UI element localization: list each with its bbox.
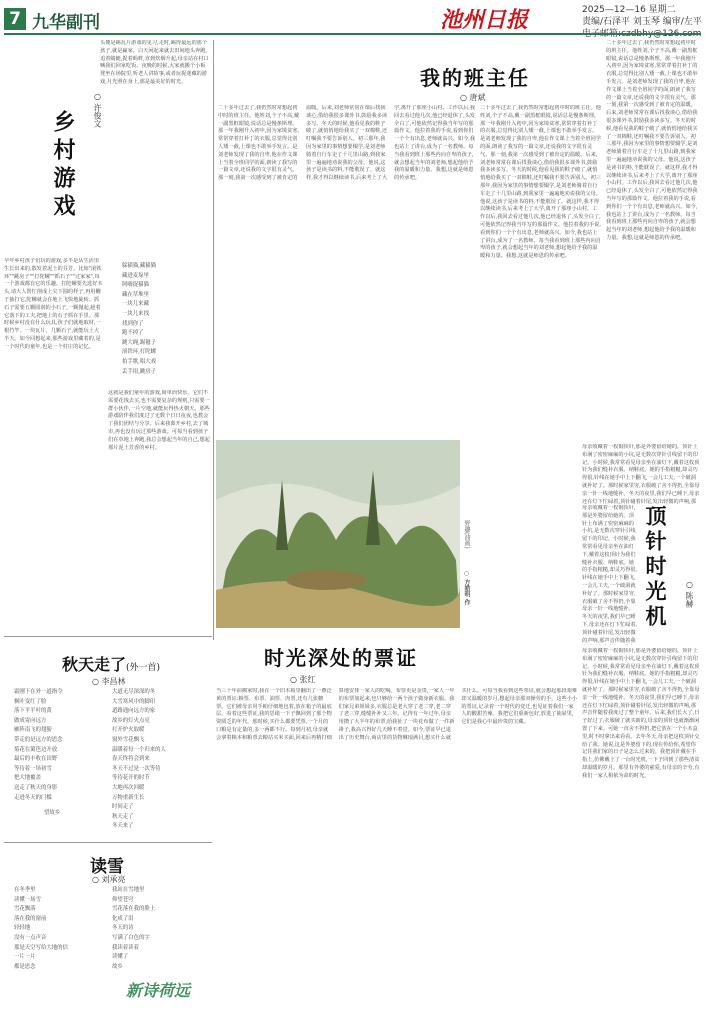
poem-line: 躲猫猫,藏猫猫	[122, 263, 157, 269]
column-logo: 新诗荷远	[126, 981, 191, 1000]
poem-line: 大地再次回暖	[112, 784, 145, 791]
teacher-title: 我的班主任	[420, 66, 530, 90]
poem-line: 轻轻地	[14, 925, 31, 932]
poem-line: 等待花开的时节	[112, 775, 150, 782]
autumn-title	[62, 652, 160, 675]
ticket-body: 当三十年前搬家时,我在一个旧木箱里翻出了一叠泛黄的票证:粮票、布票、油票、肉票,还有几张糖票。它们被母亲用手帕仔细地包着,放在箱子的最底层。看着这些票证,我的思绪一下子飘回到了那个物资匮乏的年代。那时候,买什么都要凭票,一个月的口粮是有定量的,多一两都不行。每到月初,母亲就会拿着粮本和粮票去粮站买米买面,回来后再精打细算地安排一家人的吃喝。布票更是金贵,一家人一年的布票加起来,也只够给一两个孩子做身新衣服。我们家兄弟姐妹多,衣服总是老大穿了老二穿,老二穿了老三穿,缝缝补补又三年。记得有一年过年,母亲用攒了大半年的布票,给我扯了一块花布做了一件新褂子,我高兴得好几天睡不着觉。如今,票证早已退出了历史舞台,商店里的货物琳琅满目,想买什么就买什么。可每当我看到这些票证,就会想起那段艰难却又温暖的岁月,想起母亲那双操劳的手。这些小小的票证,记录着一个时代的变迁,也见证着我们一家人的酸甜苦辣。我把它们重新包好,放进了抽屉里,它们是我心中最珍贵的宝藏。	[216, 688, 578, 741]
poem-line: 冬天不过是一次等待	[112, 765, 161, 772]
poem-line: 时间走了	[112, 804, 134, 811]
poem-line: 冬天的诗	[112, 925, 134, 932]
poem-line: 雪花飘落	[14, 906, 36, 913]
poem-line: 故乡的灯火点亮	[112, 717, 150, 724]
ticket-author: ○ 张红	[290, 675, 316, 684]
poem-line: 藏在草堆里	[122, 291, 149, 298]
poem-line: 春天终将会到来	[112, 756, 150, 763]
page-name: 九华副刊	[32, 13, 100, 33]
pointer-author: ○ 陈赫	[685, 580, 694, 608]
rural-body-2: 这就是我们童年的游戏,简单而快乐。它们不需要花钱去买,也不需要复杂的规则,只需要一群小伙伴,一片空地,就能玩得热火朝天。那些游戏陪伴我们度过了无数个日日夜夜,也教会了我们团结与分享。后来我离开乡村,去了城市,再也没有玩过那些游戏。可每当看到孩子们在草地上奔跑,我总会想起当年的自己,想起那片泥土芳香的乡村。	[108, 390, 210, 451]
painting-artist: ○ 方皓明 作	[463, 570, 470, 606]
poem-line: 跑不掉了	[122, 330, 144, 337]
poem-line: 走进冬天的门槛	[14, 794, 52, 801]
rural-body: 早年乡村孩子们玩的游戏,多半是从生活里生长出来的,散发着泥土的芬芳。比如"滚铁环""跳房子""打陀螺""抓石子""过家家",每一个游戏都有它的乐趣。打陀螺要先选好木头,请大人帮忙削成上尖下圆的样子,再用鞭子抽打它,陀螺就会在地上飞快地旋转。抓石子需要五颗圆润的小石子,一颗抛起,趁着它落下的工夫,把地上的石子抓在手里。那时候乡村没有什么玩具,孩子们就地取材,一根竹竿、一块瓦片、几颗石子,就能玩上大半天。如今回想起来,那些游戏里藏着的,是一个时代的童年,也是一个村庄的记忆。	[4, 258, 103, 350]
teacher-body-2: 二十多年过去了,我仍然时常想起初中时的班主任。他姓刘,个子不高,戴一副黑框眼镜,说话总是慢条斯理。那一年我刚升入初中,因为家境贫寒,常常穿着打补丁的衣服,总觉得比别人矮一截,上课也不敢举手发言。是刘老师发现了我的自卑,他在作文课上当着全班同学的面,朗读了我写的一篇文章,还说我的文字很有灵气。那一刻,我第一次感受到了被肯定的温暖。后来,刘老师常常在课后找我谈心,借给我很多课外书,鼓励我多读多写。冬天的时候,他看见我的鞋子破了,就悄悄地给我买了一双棉鞋,还叮嘱我不要告诉别人。初三那年,我因为家里的事情想要辍学,是刘老师骑着自行车走了十几里山路,到我家里一遍遍地劝说我的父母。他说,这孩子是读书的料,不能耽误了。就这样,我才得以继续读书,后来考上了大学,离开了那座小山村。工作以后,我回去看过他几次,他已经退休了,头发全白了,可他依然记得我当年写的那篇作文。他拉着我的手说,看到你们一个个有出息,老师就高兴。如今,我也站上了讲台,成为了一名教师。每当我看到班上那些内向自卑的孩子,就会想起当年的刘老师,想起他给予我的温暖和力量。我想,这就是师恩的传承吧。	[480, 105, 601, 260]
poem-line: 大道无尽深深的冬	[112, 689, 156, 695]
autumn-poem-col2	[112, 688, 208, 832]
poem-subtitle: 望故乡	[44, 810, 61, 817]
poem-line: 丢手绢,跳房子	[122, 368, 157, 375]
poem-line: 道路通向远方的家	[112, 708, 156, 715]
poem-line: 仰望苍穹	[112, 896, 134, 903]
poem-line: 大雪寒风中的脚印	[112, 698, 156, 705]
poem-line: 在冬季里	[14, 887, 36, 893]
teacher-body: 二十多年过去了,我仍然时常想起初中时的班主任。他姓刘,个子不高,戴一副黑框眼镜,说话总是慢条斯理。那一年我刚升入初中,因为家境贫寒,常常穿着打补丁的衣服,总觉得比别人矮一截,上课也不敢举手发言。是刘老师发现了我的自卑,他在作文课上当着全班同学的面,朗读了我写的一篇文章,还说我的文字很有灵气。那一刻,我第一次感受到了被肯定的温暖。后来,刘老师常常在课后找我谈心,借给我很多课外书,鼓励我多读多写。冬天的时候,他看见我的鞋子破了,就悄悄地给我买了一双棉鞋,还叮嘱我不要告诉别人。初三那年,我因为家里的事情想要辍学,是刘老师骑着自行车走了十几里山路,到我家里一遍遍地劝说我的父母。他说,这孩子是读书的料,不能耽误了。就这样,我才得以继续读书,后来考上了大学,离开了那座小山村。工作以后,我回去看过他几次,他已经退休了,头发全白了,可他依然记得我当年写的那篇作文。他拉着我的手说,看到你们一个个有出息,老师就高兴。如今,我也站上了讲台,成为了一名教师。每当我看到班上那些内向自卑的孩子,就会想起当年的刘老师,想起他给予我的温暖和力量。我想,这就是师恩的传承吧。	[218, 105, 476, 182]
autumn-subtitle: (外一首)	[126, 663, 161, 673]
snow-poem-col2	[112, 886, 208, 972]
poem-line: 雪花落在我的脸上	[112, 906, 156, 913]
poem-line: 拍手歌,唱大戏	[122, 358, 157, 365]
poem-line: 没有一点声音	[14, 934, 47, 941]
poem-line: 故乡	[112, 963, 123, 970]
teacher-author: ○ 唐斌	[460, 93, 486, 102]
autumn-poem-col1	[14, 688, 104, 819]
poem-line: 霜刚下在外一道指令	[14, 689, 63, 695]
poem-line: 写满了白色的字	[112, 934, 150, 941]
poem-line: 我读着读着	[112, 944, 139, 951]
rural-title: 乡村游戏	[50, 110, 76, 222]
children-poem	[122, 262, 208, 377]
poem-line: 跳大绳,踢毽子	[122, 339, 157, 346]
poem-line: 阿嗨捉猫猫	[122, 282, 149, 289]
poem-line: 秋天走了	[112, 813, 134, 820]
poem-line: 一片一片	[14, 954, 36, 961]
poem-line: 落下平平叶的黄	[14, 708, 52, 715]
snow-author: ○ 刘承亮	[92, 875, 126, 884]
editors-line: 责编/石泽平 刘玉琴 编审/左平	[582, 17, 702, 27]
column-rule	[213, 40, 214, 640]
poem-line: 找到你了	[122, 320, 144, 327]
poem-line: 都是思念	[14, 963, 36, 970]
poem-line: 枫叶变红了脸	[14, 698, 47, 705]
poem-line: 那是天空写给大地的信	[14, 944, 68, 951]
poem-line: 一块儿来藏	[122, 301, 149, 308]
pointer-body-2: 母亲收藏着一枚铜顶针,那是外婆留给她的。顶针上布满了密密麻麻的小坑,是无数次穿针引线留下的印记。小时候,我常常看见母亲坐在油灯下,戴着这枚顶针为我们缝补衣服、纳鞋底。她的手指粗糙,却灵巧得很,针线在她手中上下翻飞,一会儿工夫,一个破洞就补好了。那时候家里穷,衣服破了舍不得扔,全靠母亲一针一线地缝补。冬天的夜里,我们早已睡下,母亲还在灯下忙碌着,顶针碰着针尾,发出轻微的声响,那声音伴随着我度过了整个童年。后来,我们长大了,日子好过了,衣服破了就买新的,母亲的顶针也就渐渐闲置了下来。可她一直舍不得扔,把它放在一个小木盒里,时不时拿出来看看。去年冬天,母亲把这枚顶针交给了我。她说,这是外婆留下的,现在传给你,希望你记住我们家的日子是怎么过来的。我把顶针戴在手指上,仿佛戴上了一台时光机,一下子回到了那些清贫却温暖的岁月。那里有外婆的慈爱,有母亲的辛劳,有我们一家人相依为命的时光。	[582, 648, 700, 779]
section-rule	[4, 842, 212, 843]
poem-line: 化成了泪	[112, 915, 134, 922]
autumn-title-main: 秋天走了	[62, 655, 127, 674]
painting-caption: 野趣(油画)	[463, 520, 470, 549]
poem-line: 冬天来了	[112, 823, 134, 830]
poem-line: 窗外雪花飘飞	[112, 736, 145, 743]
page-header	[0, 0, 705, 38]
header-rule	[4, 33, 701, 35]
poem-line: 我站在雪地里	[112, 887, 145, 893]
date-line: 2025—12—16 星期二	[582, 5, 676, 15]
snow-title: 读雪	[90, 857, 124, 877]
rural-body-top: 头便是踢瓦片游戏的见习,走时,踢得最远的那个孩子,就是赢家。白天闲起来就去田间地头奔跑,追着蜻蜓,捉着蚂蚱,直到炊烟升起,母亲站在村口喊我们回家吃饭。夜晚的时候,大家就搬个小板凳坐在场院里,听老人讲故事,或者玩捉迷藏的游戏,月光照在身上,那是最美好的时光。	[100, 40, 209, 85]
newspaper-logo: 池州日报	[440, 7, 529, 33]
poem-line: 读懂一场雪	[14, 896, 41, 903]
pointer-body: 母亲收藏着一枚铜顶针,那是外婆留给她的。顶针上布满了密密麻麻的小坑,是无数次穿针引线留下的印记。小时候,我常常看见母亲坐在油灯下,戴着这枚顶针为我们缝补衣服、纳鞋底。她的手指粗糙,却灵巧得很,针线在她手中上下翻飞,一会儿工夫,一个破洞就补好了。那时候家里穷,衣服破了舍不得扔,全靠母亲一针一线地缝补。冬天的夜里,我们早已睡下,母亲还在灯下忙碌着,顶针碰着针尾,发出轻微的声响,那声音伴随着我	[582, 505, 638, 644]
poem-line: 藏进麦垛里	[122, 272, 149, 279]
page-number: 7	[4, 8, 26, 30]
poem-line: 菊花在篱笆边开放	[14, 746, 58, 753]
autumn-author: ○ 李昌林	[92, 677, 126, 686]
section-rule	[4, 636, 212, 637]
poem-line: 雁阵南飞的翅膀	[14, 727, 52, 734]
pointer-body-top: 母亲收藏着一枚铜顶针,那是外婆留给她的。顶针上布满了密密麻麻的小坑,是无数次穿针引线留下的印记。小时候,我常常看见母亲坐在油灯下,戴着这枚顶针为我们缝补衣服、纳鞋底。她的手指粗糙,却灵巧得很,针线在她手中上下翻飞,一会儿工夫,一个破洞就补好了。那时候家里穷,衣服破了舍不得扔,全靠母亲一针一线地缝补。冬天的夜里,我们早已睡下,母亲还在灯下忙碌着,顶针碰着针尾,发出轻微的声响,那	[582, 444, 700, 504]
ticket-title: 时光深处的票证	[264, 646, 418, 670]
poem-line: 万物重新生长	[112, 794, 145, 801]
poem-line: 一块儿来找	[122, 310, 149, 317]
poem-line: 送走了秋天的身影	[14, 784, 58, 791]
poem-line: 做成寄向远方	[14, 717, 47, 724]
poem-line: 滚铁环,打陀螺	[122, 349, 157, 356]
snow-poem-col1	[14, 886, 104, 972]
poem-line: 带走的是远方的思念	[14, 736, 63, 743]
poem-line: 温暖着每一个归来的人	[112, 746, 166, 753]
poem-line: 打开炉火取暖	[112, 727, 145, 734]
painting-image	[216, 440, 460, 628]
poem-line: 最后的丰收在田野	[14, 756, 58, 763]
pointer-title: 顶针时光机	[643, 505, 668, 630]
poem-line: 把大地覆盖	[14, 775, 41, 782]
poem-line: 落在我的窗前	[14, 915, 47, 922]
poem-line: 读懂了	[112, 954, 129, 961]
poem-line: 等待着一场初雪	[14, 765, 52, 772]
teacher-body-3: 二十多年过去了,我仍然时常想起初中时的班主任。他姓刘,个子不高,戴一副黑框眼镜,说话总是慢条斯理。那一年我刚升入初中,因为家境贫寒,常常穿着打补丁的衣服,总觉得比别人矮一截,上课也不敢举手发言。是刘老师发现了我的自卑,他在作文课上当着全班同学的面,朗读了我写的一篇文章,还说我的文字很有灵气。那一刻,我第一次感受到了被肯定的温暖。后来,刘老师常常在课后找我谈心,借给我很多课外书,鼓励我多读多写。冬天的时候,他看见我的鞋子破了,就悄悄地给我买了一双棉鞋,还叮嘱我不要告诉别人。初三那年,我因为家里的事情想要辍学,是刘老师骑着自行车走了十几里山路,到我家里一遍遍地劝说我的父母。他说,这孩子是读书的料,不能耽误了。就这样,我才得以继续读书,后来考上了大学,离开了那座小山村。工作以后,我回去看过他几次,他已经退休了,头发全白了,可他依然记得我当年写的那篇作文。他拉着我的手说,看到你们一个个有出息,老师就高兴。如今,我也站上了讲台,成为了一名教师。每当我看到班上那些内向自卑的孩子,就会想起当年的刘老师,想起他给予我的温暖和力量。我想,这就是师恩的传承吧。	[606, 40, 698, 241]
rural-author: ○ 许俊文	[93, 92, 102, 128]
